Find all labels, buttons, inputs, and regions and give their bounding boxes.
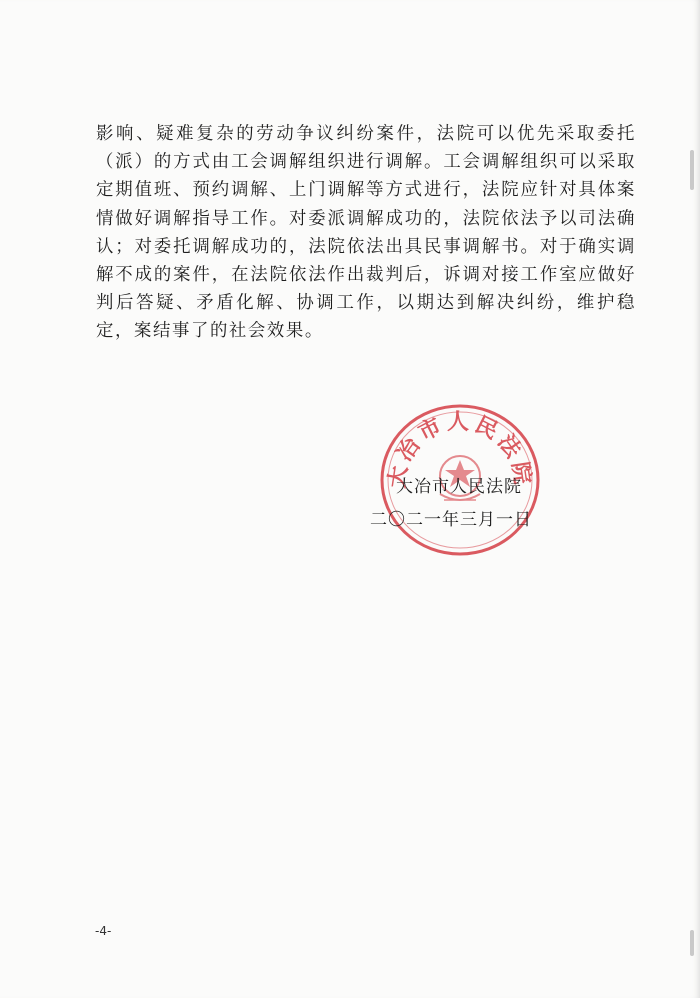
signature-date: 二〇二一年三月一日 (370, 510, 532, 530)
scan-edge-mark (690, 150, 694, 190)
seal-arc-text: 大冶市人民法院 (384, 410, 536, 490)
scan-edge-mark (690, 930, 694, 956)
signature-court-name: 大冶市人民法院 (396, 477, 522, 497)
page-number: -4- (95, 924, 112, 938)
body-paragraph: 影响、疑难复杂的劳动争议纠纷案件，法院可以优先采取委托（派）的方式由工会调解组织进行调解。工会调解组织可以采取定期值班、预约调解、上门调解等方式进行，法院应针对具体案情做好调解指导工作。对委派调解成功的，法院依法予以司法确认；对委托调解成功的，法院依法出具民事调解书。对于确实调解不成的案件，在法院依法作出裁判后，诉调对接工作室应做好判后答疑、矛盾化解、协调工作，以期达到解决纠纷，维护稳定，案结事了的社会效果。 (96, 124, 636, 342)
